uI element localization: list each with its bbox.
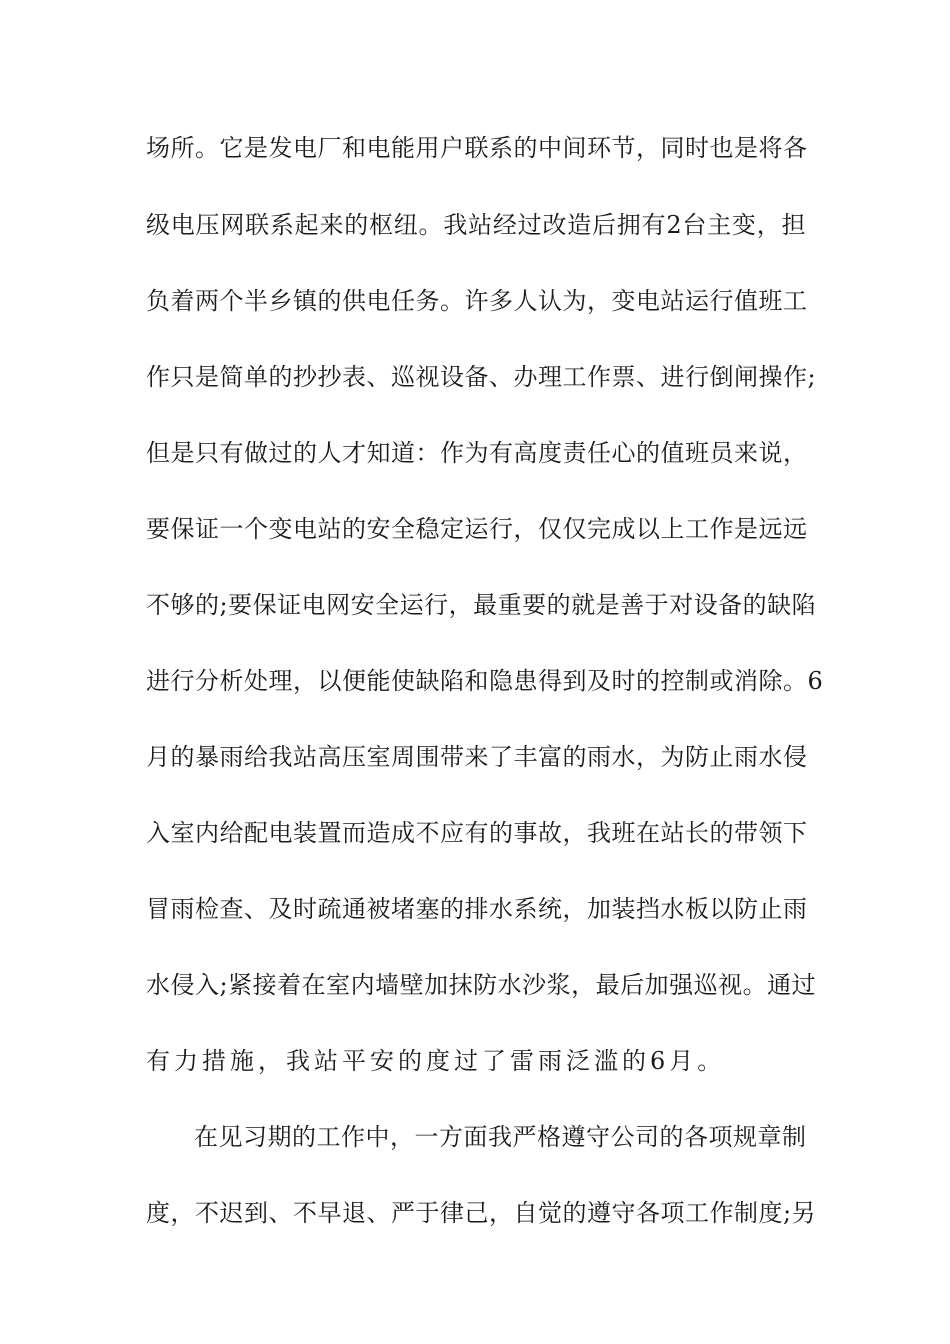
text-line: 水侵入;紧接着在室内墙壁加抹防水沙浆，最后加强巡视。通过 [146,971,817,999]
text-line: 作只是简单的抄抄表、巡视设备、办理工作票、进行倒闸操作; [146,363,817,391]
paragraph-end-line: 有力措施，我站平安的度过了雷雨泛滥的6月。 [146,1047,726,1075]
text-line: 入室内给配电装置而造成不应有的事故，我班在站长的带领下 [146,819,808,847]
paragraph-first-line: 在见习期的工作中，一方面我严格遵守公司的各项规章制 [194,1123,807,1151]
text-line: 月的暴雨给我站高压室周围带来了丰富的雨水，为防止雨水侵 [146,743,808,771]
text-line: 要保证一个变电站的安全稳定运行，仅仅完成以上工作是远远 [146,515,808,543]
text-line: 不够的;要保证电网安全运行，最重要的就是善于对设备的缺陷 [146,591,817,619]
text-line: 但是只有做过的人才知道：作为有高度责任心的值班员来说， [146,439,808,467]
text-line: 进行分析处理，以便能使缺陷和隐患得到及时的控制或消除。6 [146,667,824,695]
text-line: 场所。它是发电厂和电能用户联系的中间环节，同时也是将各 [146,134,808,162]
text-line: 度，不迟到、不早退、严于律己，自觉的遵守各项工作制度;另 [146,1199,817,1227]
text-line: 级电压网联系起来的枢纽。我站经过改造后拥有2台主变，担 [146,211,806,239]
text-line: 冒雨检查、及时疏通被堵塞的排水系统，加装挡水板以防止雨 [146,895,808,923]
text-line: 负着两个半乡镇的供电任务。许多人认为，变电站运行值班工 [146,287,808,315]
